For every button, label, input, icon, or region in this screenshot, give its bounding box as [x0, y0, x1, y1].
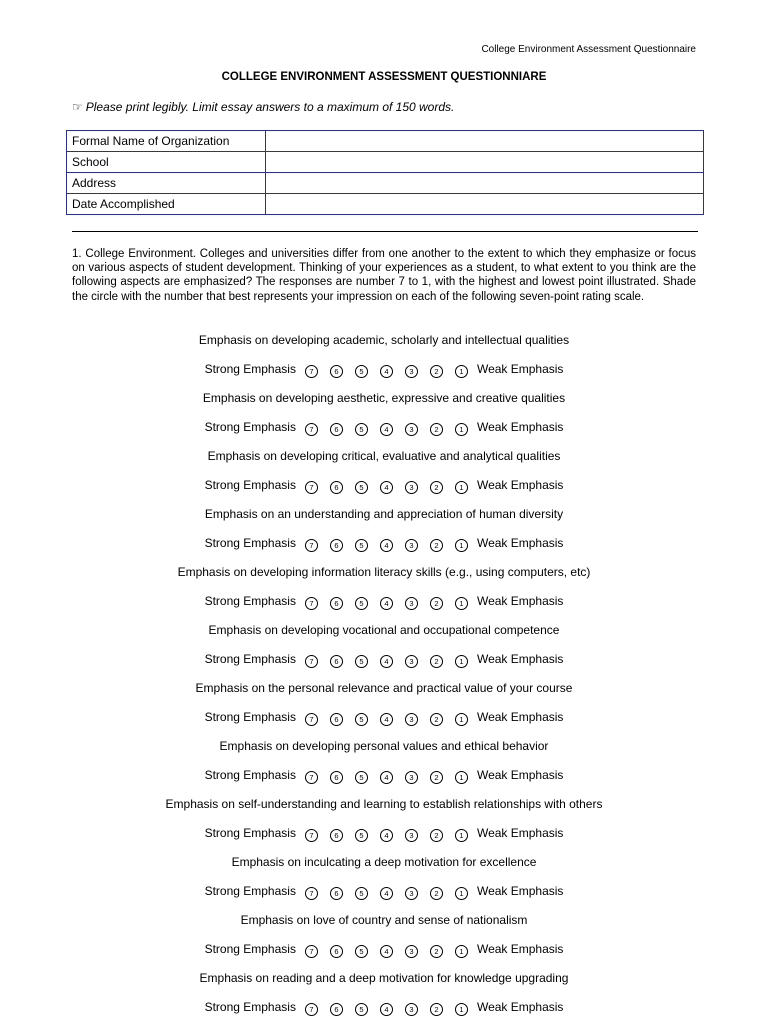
rating-option[interactable]: 5 — [355, 771, 368, 784]
scale-right-label: Weak Emphasis — [476, 826, 564, 840]
rating-option[interactable]: 5 — [355, 655, 368, 668]
scale-right-label: Weak Emphasis — [476, 536, 564, 550]
rating-item-title: Emphasis on an understanding and appreciation of human diversity — [204, 507, 564, 521]
rating-option[interactable]: 7 — [305, 655, 318, 668]
rating-option[interactable]: 3 — [405, 539, 418, 552]
scale-left-label: Strong Emphasis — [204, 594, 296, 608]
scale-left-label: Strong Emphasis — [204, 536, 296, 550]
rating-option[interactable]: 6 — [330, 829, 343, 842]
scale-left-label: Strong Emphasis — [204, 884, 296, 898]
rating-option[interactable]: 6 — [330, 945, 343, 958]
rating-option[interactable]: 7 — [305, 713, 318, 726]
rating-option[interactable]: 7 — [305, 1003, 318, 1016]
rating-option[interactable]: 4 — [380, 771, 393, 784]
rating-option[interactable]: 7 — [305, 423, 318, 436]
rating-item — [0, 854, 768, 912]
info-label: School — [67, 152, 266, 173]
rating-item — [0, 796, 768, 854]
rating-option[interactable]: 1 — [455, 887, 468, 900]
rating-scale — [0, 825, 768, 842]
rating-option[interactable]: 5 — [355, 829, 368, 842]
scale-right-label: Weak Emphasis — [476, 710, 564, 724]
rating-option[interactable]: 6 — [330, 1003, 343, 1016]
rating-option[interactable]: 1 — [455, 423, 468, 436]
rating-option[interactable]: 1 — [455, 713, 468, 726]
rating-item-title: Emphasis on developing academic, scholarly and intellectual qualities — [198, 333, 570, 347]
rating-option[interactable]: 7 — [305, 771, 318, 784]
rating-option[interactable]: 4 — [380, 481, 393, 494]
rating-option[interactable]: 3 — [405, 423, 418, 436]
rating-option[interactable]: 4 — [380, 365, 393, 378]
rating-option[interactable]: 3 — [405, 945, 418, 958]
scale-right-label: Weak Emphasis — [476, 1000, 564, 1014]
rating-option[interactable]: 2 — [430, 945, 443, 958]
info-value-field[interactable] — [266, 131, 704, 152]
scale-left-label: Strong Emphasis — [204, 652, 296, 666]
rating-item-title: Emphasis on reading and a deep motivation for knowledge upgrading — [199, 971, 569, 985]
rating-item-title: Emphasis on love of country and sense of nationalism — [240, 913, 528, 927]
info-value-field[interactable] — [266, 173, 704, 194]
rating-option[interactable]: 5 — [355, 713, 368, 726]
scale-right-label: Weak Emphasis — [476, 884, 564, 898]
rating-item-title: Emphasis on developing vocational and occupational competence — [208, 623, 560, 637]
rating-option[interactable]: 4 — [380, 655, 393, 668]
rating-item — [0, 506, 768, 564]
rating-option[interactable]: 5 — [355, 481, 368, 494]
rating-item — [0, 622, 768, 680]
rating-option[interactable]: 4 — [380, 1003, 393, 1016]
info-label: Date Accomplished — [67, 194, 266, 215]
scale-right-label: Weak Emphasis — [476, 362, 564, 376]
rating-option[interactable]: 1 — [455, 829, 468, 842]
scale-left-label: Strong Emphasis — [204, 478, 296, 492]
rating-option[interactable]: 7 — [305, 945, 318, 958]
rating-scale — [0, 709, 768, 726]
rating-option[interactable]: 7 — [305, 365, 318, 378]
rating-option[interactable]: 6 — [330, 713, 343, 726]
rating-option[interactable]: 4 — [380, 539, 393, 552]
pointing-hand-icon: ☞ — [72, 100, 83, 114]
info-row — [67, 152, 704, 173]
running-header: College Environment Assessment Questionnaire — [481, 44, 696, 55]
rating-option[interactable]: 3 — [405, 481, 418, 494]
rating-option[interactable]: 5 — [355, 539, 368, 552]
rating-option[interactable]: 7 — [305, 597, 318, 610]
rating-scale — [0, 999, 768, 1016]
rating-option[interactable]: 4 — [380, 945, 393, 958]
rating-option[interactable]: 4 — [380, 713, 393, 726]
rating-item — [0, 332, 768, 390]
rating-option[interactable]: 2 — [430, 887, 443, 900]
rating-item — [0, 564, 768, 622]
info-label: Address — [67, 173, 266, 194]
rating-option[interactable]: 2 — [430, 597, 443, 610]
scale-right-label: Weak Emphasis — [476, 652, 564, 666]
rating-option[interactable]: 6 — [330, 539, 343, 552]
info-label: Formal Name of Organization — [67, 131, 266, 152]
scale-left-label: Strong Emphasis — [204, 1000, 296, 1014]
rating-option[interactable]: 7 — [305, 829, 318, 842]
instruction-text: Please print legibly. Limit essay answers to a maximum of 150 words. — [85, 100, 455, 114]
rating-option[interactable]: 2 — [430, 771, 443, 784]
rating-option[interactable]: 2 — [430, 655, 443, 668]
rating-option[interactable]: 1 — [455, 1003, 468, 1016]
rating-item — [0, 970, 768, 1028]
scale-right-label: Weak Emphasis — [476, 478, 564, 492]
rating-option[interactable]: 5 — [355, 423, 368, 436]
rating-option[interactable]: 6 — [330, 597, 343, 610]
scale-right-label: Weak Emphasis — [476, 768, 564, 782]
rating-option[interactable]: 3 — [405, 597, 418, 610]
rating-option[interactable]: 1 — [455, 945, 468, 958]
rating-option[interactable]: 6 — [330, 365, 343, 378]
rating-option[interactable]: 4 — [380, 423, 393, 436]
rating-option[interactable]: 1 — [455, 365, 468, 378]
rating-item-title: Emphasis on developing personal values and ethical behavior — [219, 739, 549, 753]
rating-option[interactable]: 2 — [430, 713, 443, 726]
rating-option[interactable]: 4 — [380, 597, 393, 610]
rating-item — [0, 738, 768, 796]
rating-scale — [0, 941, 768, 958]
rating-option[interactable]: 3 — [405, 887, 418, 900]
rating-option[interactable]: 3 — [405, 713, 418, 726]
rating-option[interactable]: 1 — [455, 655, 468, 668]
rating-item-title: Emphasis on self-understanding and learning to establish relationships with others — [165, 797, 603, 811]
rating-option[interactable]: 7 — [305, 539, 318, 552]
rating-option[interactable]: 1 — [455, 771, 468, 784]
rating-option[interactable]: 2 — [430, 1003, 443, 1016]
info-value-field[interactable] — [266, 194, 704, 215]
rating-option[interactable]: 7 — [305, 887, 318, 900]
scale-left-label: Strong Emphasis — [204, 362, 296, 376]
page-title: COLLEGE ENVIRONMENT ASSESSMENT QUESTIONNIARE — [221, 71, 547, 83]
rating-scale — [0, 883, 768, 900]
rating-option[interactable]: 6 — [330, 655, 343, 668]
rating-option[interactable]: 2 — [430, 481, 443, 494]
rating-option[interactable]: 5 — [355, 365, 368, 378]
rating-option[interactable]: 1 — [455, 597, 468, 610]
rating-option[interactable]: 1 — [455, 539, 468, 552]
rating-option[interactable]: 3 — [405, 365, 418, 378]
rating-option[interactable]: 5 — [355, 1003, 368, 1016]
info-row — [67, 194, 704, 215]
rating-option[interactable]: 5 — [355, 945, 368, 958]
rating-option[interactable]: 2 — [430, 365, 443, 378]
info-row — [67, 131, 704, 152]
rating-scale — [0, 767, 768, 784]
scale-left-label: Strong Emphasis — [204, 420, 296, 434]
rating-option[interactable]: 6 — [330, 887, 343, 900]
rating-scale — [0, 477, 768, 494]
scale-right-label: Weak Emphasis — [476, 942, 564, 956]
rating-item-title: Emphasis on developing aesthetic, expressive and creative qualities — [202, 391, 566, 405]
scale-left-label: Strong Emphasis — [204, 826, 296, 840]
rating-option[interactable]: 4 — [380, 829, 393, 842]
rating-item-title: Emphasis on developing information literacy skills (e.g., using computers, etc) — [177, 565, 591, 579]
scale-left-label: Strong Emphasis — [204, 710, 296, 724]
rating-option[interactable]: 6 — [330, 771, 343, 784]
scale-right-label: Weak Emphasis — [476, 594, 564, 608]
organization-info-table — [66, 130, 704, 215]
rating-option[interactable]: 7 — [305, 481, 318, 494]
rating-scale — [0, 593, 768, 610]
rating-option[interactable]: 4 — [380, 887, 393, 900]
rating-scale — [0, 651, 768, 668]
rating-item-title: Emphasis on inculcating a deep motivation for excellence — [231, 855, 537, 869]
rating-option[interactable]: 3 — [405, 655, 418, 668]
rating-option[interactable]: 3 — [405, 1003, 418, 1016]
rating-item-title: Emphasis on developing critical, evaluative and analytical qualities — [207, 449, 561, 463]
rating-option[interactable]: 5 — [355, 887, 368, 900]
rating-option[interactable]: 3 — [405, 771, 418, 784]
rating-item-title: Emphasis on the personal relevance and practical value of your course — [195, 681, 573, 695]
instruction — [72, 100, 454, 114]
rating-option[interactable]: 2 — [430, 423, 443, 436]
rating-item — [0, 680, 768, 738]
rating-item — [0, 448, 768, 506]
rating-option[interactable]: 5 — [355, 597, 368, 610]
rating-scale — [0, 419, 768, 436]
rating-item — [0, 390, 768, 448]
rating-item — [0, 912, 768, 970]
rating-option[interactable]: 6 — [330, 481, 343, 494]
rating-option[interactable]: 6 — [330, 423, 343, 436]
rating-scale — [0, 535, 768, 552]
info-value-field[interactable] — [266, 152, 704, 173]
rating-scale — [0, 361, 768, 378]
scale-right-label: Weak Emphasis — [476, 420, 564, 434]
section-divider — [72, 231, 698, 232]
info-row — [67, 173, 704, 194]
rating-option[interactable]: 2 — [430, 829, 443, 842]
rating-items — [0, 332, 768, 1028]
rating-option[interactable]: 1 — [455, 481, 468, 494]
rating-option[interactable]: 3 — [405, 829, 418, 842]
rating-option[interactable]: 2 — [430, 539, 443, 552]
scale-left-label: Strong Emphasis — [204, 768, 296, 782]
scale-left-label: Strong Emphasis — [204, 942, 296, 956]
section-intro: 1. College Environment. Colleges and universities differ from one another to the extent to which they emphasize or focus on various aspects of student development. Thinking of your experiences as a student, to what extent to you think are the following aspects are emphasized? The responses are number 7 to 1, with the highest and lowest point illustrated. Shade the circle with the number that best represents your impression on each of the following seven-point rating scale. — [72, 248, 696, 303]
